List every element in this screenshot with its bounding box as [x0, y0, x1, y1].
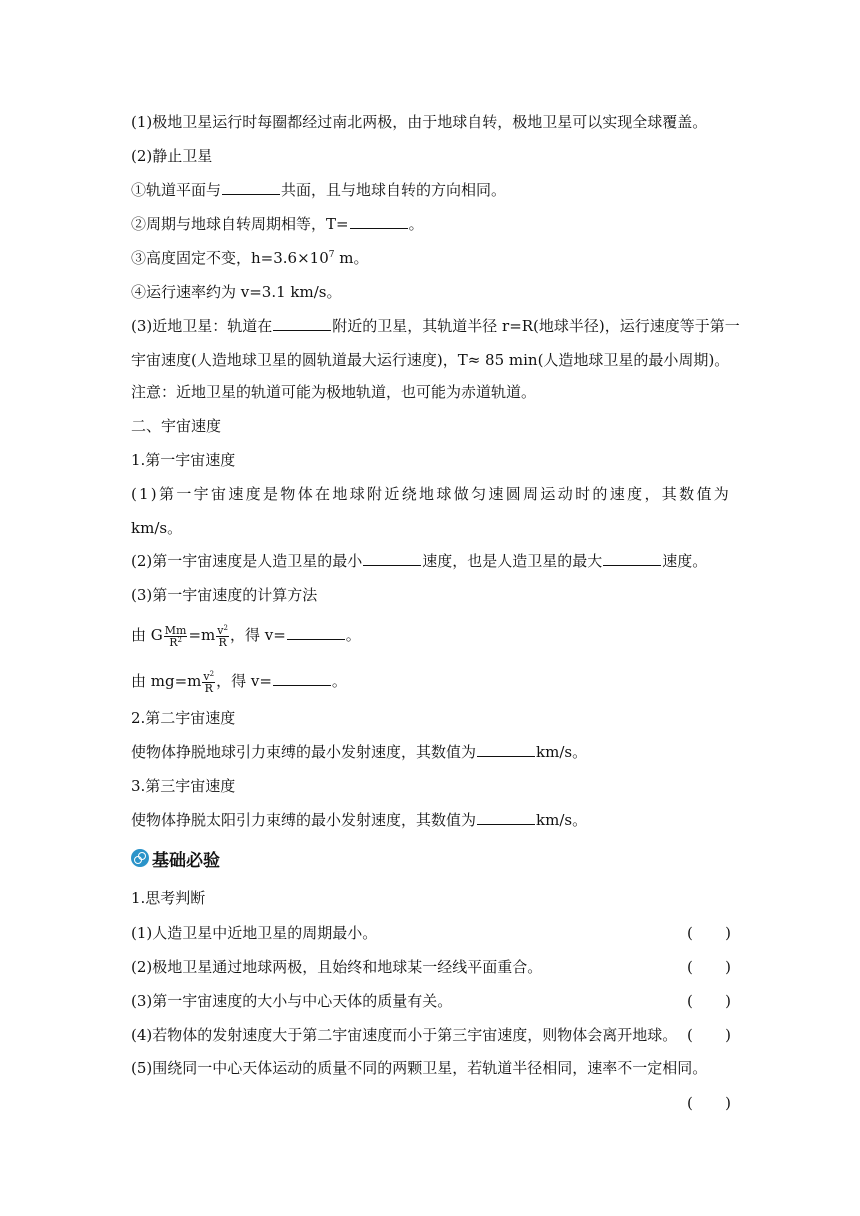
text-line: [131, 810, 731, 830]
judge-item-text: (5)围绕同一中心天体运动的质量不同的两颗卫星，若轨道半径相同，速率不一定相同。: [131, 1059, 708, 1077]
denominator: R: [218, 635, 227, 649]
text-segment: m。: [334, 249, 369, 267]
judge-item: [131, 991, 731, 1011]
exponent: 2: [223, 623, 228, 632]
subheading: [131, 776, 731, 796]
bracket-close: ): [725, 1094, 731, 1112]
text-line: [131, 585, 731, 605]
fill-in-blank[interactable]: [273, 671, 331, 686]
paragraph-text: (2)静止卫星: [131, 147, 213, 165]
text-segment: ②周期与地球自转周期相等，T=: [131, 215, 349, 233]
section-title: [131, 846, 220, 870]
fill-in-blank[interactable]: [477, 742, 535, 757]
fill-in-blank[interactable]: [603, 551, 661, 566]
numerator-base: v: [217, 623, 224, 637]
denominator: [164, 637, 188, 648]
heading-text: 3.第三宇宙速度: [131, 777, 236, 795]
paragraph-text: km/s。: [131, 519, 183, 537]
judge-item: [131, 1058, 731, 1078]
bracket-open: (: [687, 992, 693, 1010]
fill-in-blank[interactable]: [273, 316, 331, 331]
text-line: [131, 282, 731, 302]
heading-text: 1.第一宇宙速度: [131, 451, 236, 469]
text-segment: 使物体挣脱太阳引力束缚的最小发射速度，其数值为: [131, 811, 477, 829]
fill-in-blank[interactable]: [222, 180, 280, 195]
answer-bracket[interactable]: [687, 957, 731, 977]
denominator: R: [204, 681, 213, 695]
numerator: [216, 625, 229, 637]
fill-in-blank[interactable]: [350, 214, 408, 229]
heading-text: 二、宇宙速度: [131, 417, 222, 435]
text-segment: 速度。: [662, 552, 708, 570]
text-line: [131, 214, 731, 234]
text-segment: 速度，也是人造卫星的最大: [422, 552, 603, 570]
bracket-close: ): [725, 1026, 731, 1044]
text-line: [131, 146, 731, 166]
text-line: [131, 518, 731, 538]
text-line: [131, 350, 731, 370]
judge-item-text: (3)第一宇宙速度的大小与中心天体的质量有关。: [131, 992, 453, 1010]
paragraph-text: (1)第一宇宙速度是物体在地球附近绕地球做匀速圆周运动时的速度，其数值为: [131, 485, 731, 503]
text-segment: km/s。: [536, 743, 588, 761]
judge-item-text: (2)极地卫星通过地球两极，且始终和地球某一经线平面重合。: [131, 958, 543, 976]
fill-in-blank[interactable]: [363, 551, 421, 566]
section-heading: [131, 416, 731, 436]
fraction: [164, 625, 188, 648]
judge-item-text: (4)若物体的发射速度大于第二宇宙速度而小于第三宇宙速度，则物体会离开地球。: [131, 1026, 678, 1044]
answer-bracket[interactable]: [687, 923, 731, 943]
bracket-open: (: [687, 924, 693, 942]
text-segment: ③高度固定不变，h=3.6×10: [131, 249, 329, 267]
paragraph-text: (1)极地卫星运行时每圈都经过南北两极，由于地球自转，极地卫星可以实现全球覆盖。: [131, 113, 708, 131]
exponent: 2: [177, 635, 182, 644]
text-segment: ，得 v=: [216, 672, 272, 690]
judge-heading: [131, 888, 731, 908]
exponent: 2: [209, 669, 215, 678]
bracket-close: ): [725, 958, 731, 976]
paragraph-text: 宇宙速度(人造地球卫星的圆轨道最大运行速度)，T≈ 85 min(人造地球卫星的最小周期)。: [131, 351, 730, 369]
fill-in-blank[interactable]: [287, 625, 345, 640]
bracket-close: ): [725, 992, 731, 1010]
formula-line: [131, 668, 731, 694]
heading-text: 1.思考判断: [131, 889, 206, 907]
answer-bracket[interactable]: [687, 991, 731, 1011]
fraction: [216, 625, 229, 648]
exponent: 7: [328, 250, 335, 260]
text-segment: ①轨道平面与: [131, 181, 222, 199]
text-segment: 。: [345, 626, 361, 644]
heading-text: 2.第二宇宙速度: [131, 709, 236, 727]
link-icon: [131, 849, 149, 867]
bracket-open: (: [687, 1026, 693, 1044]
judge-item: [131, 957, 731, 977]
text-line: [131, 180, 731, 200]
formula-line: [131, 622, 731, 648]
subheading: [131, 450, 731, 470]
answer-bracket[interactable]: [687, 1093, 731, 1113]
paragraph-text: (3)第一宇宙速度的计算方法: [131, 586, 318, 604]
numerator: Mm: [164, 623, 187, 637]
paragraph-text: 注意：近地卫星的轨道可能为极地轨道，也可能为赤道轨道。: [131, 383, 537, 401]
subheading: [131, 708, 731, 728]
text-segment: 。: [331, 672, 347, 690]
text-segment: km/s。: [536, 811, 588, 829]
bracket-open: (: [687, 958, 693, 976]
text-segment: 附近的卫星，其轨道半径 r=R(地球半径)，运行速度等于第一: [332, 317, 740, 335]
text-segment: (2)第一宇宙速度是人造卫星的最小: [131, 552, 363, 570]
text-line: [131, 551, 731, 571]
text-line: [131, 742, 731, 762]
numerator: [202, 671, 215, 683]
text-segment: 共面，且与地球自转的方向相同。: [281, 181, 507, 199]
text-segment: ，得 v=: [229, 626, 286, 644]
text-line: [131, 316, 740, 336]
text-segment: =m: [188, 626, 216, 644]
text-segment: 由 G: [131, 626, 163, 644]
fraction: [202, 671, 215, 694]
text-segment: 。: [408, 215, 424, 233]
answer-bracket[interactable]: [687, 1025, 731, 1045]
bracket-close: ): [725, 924, 731, 942]
text-line: [131, 484, 731, 504]
judge-item: [131, 923, 731, 943]
fill-in-blank[interactable]: [477, 810, 535, 825]
text-segment: 使物体挣脱地球引力束缚的最小发射速度，其数值为: [131, 743, 477, 761]
text-segment: (3)近地卫星：轨道在: [131, 317, 273, 335]
text-line: [131, 112, 731, 132]
numerator-base: v: [203, 669, 210, 683]
section-title-text: 基础必验: [152, 850, 220, 871]
bracket-open: (: [687, 1094, 693, 1112]
text-line: [131, 382, 731, 402]
paragraph-text: ④运行速率约为 v=3.1 km/s。: [131, 283, 342, 301]
judge-item-text: (1)人造卫星中近地卫星的周期最小。: [131, 924, 378, 942]
judge-item: [131, 1025, 731, 1045]
denominator-base: R: [169, 635, 178, 649]
text-line: [131, 248, 731, 268]
text-segment: 由 mg=m: [131, 672, 202, 690]
